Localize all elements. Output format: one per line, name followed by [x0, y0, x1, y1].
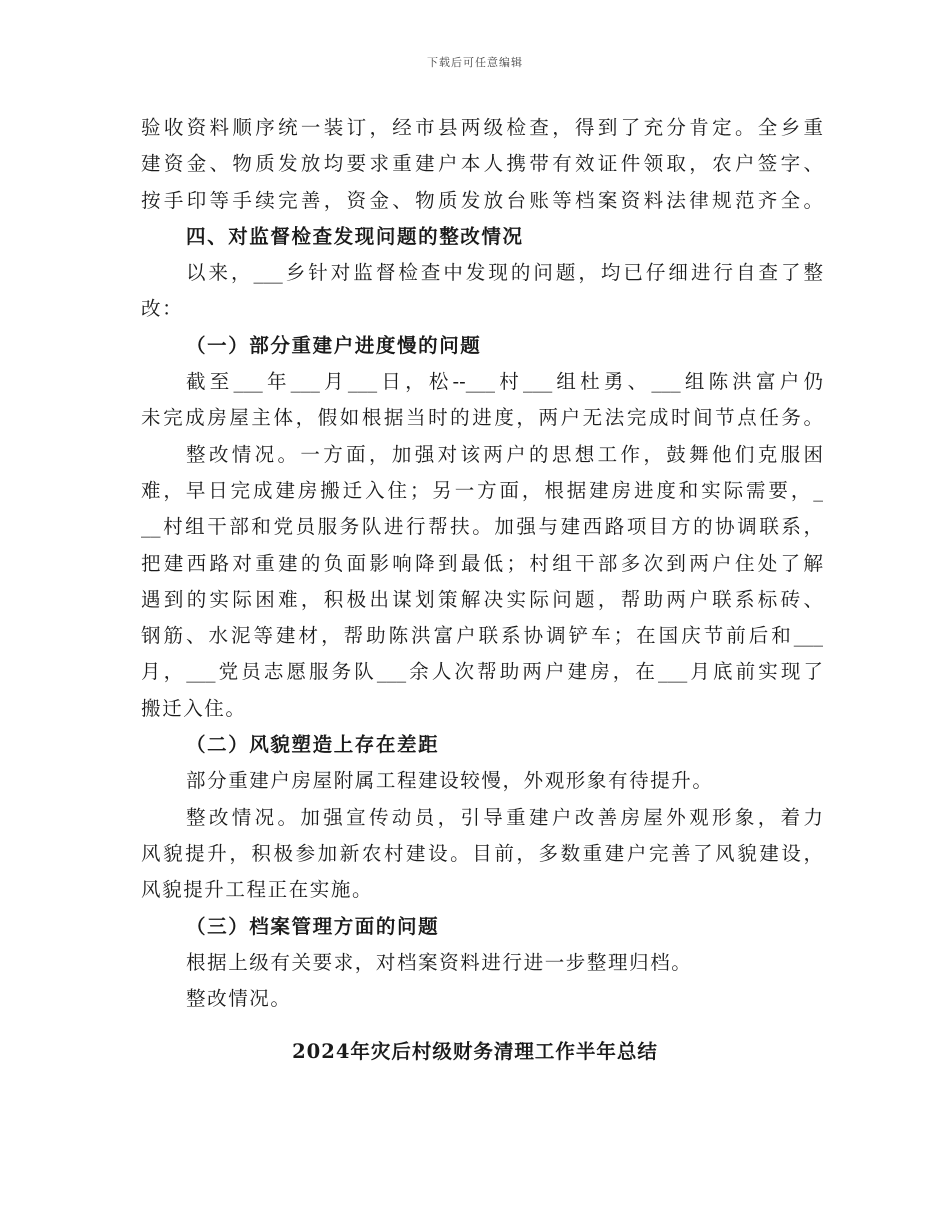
paragraph-line: 改： — [141, 297, 184, 321]
subsection-heading: （三）档案管理方面的问题 — [186, 914, 440, 938]
paragraph-line: 截至___年___月___日，松--___村___组杜勇、___组陈洪富户仍 — [186, 370, 823, 394]
subsection-heading: （二）风貌塑造上存在差距 — [186, 733, 440, 757]
paragraph-line: 搬迁入住。 — [141, 696, 247, 720]
document-body — [141, 110, 823, 1017]
paragraph-line: 把建西路对重建的负面影响降到最低；村组干部多次到两户住处了解 — [141, 551, 823, 575]
paragraph-line: 整改情况。一方面，加强对该两户的思想工作，鼓舞他们克服困 — [186, 442, 823, 466]
paragraph-line: 风貌提升工程正在实施。 — [141, 878, 374, 902]
page-header: 下载后可任意编辑 — [427, 56, 523, 69]
document-title: 2024年灾后村级财务清理工作半年总结 — [292, 1040, 658, 1063]
paragraph-line: 钢筋、水泥等建材，帮助陈洪富户联系协调铲车；在国庆节前后和___ — [141, 624, 823, 648]
paragraph-line: 月，___党员志愿服务队___余人次帮助两户建房，在___月底前实现了 — [141, 660, 823, 684]
paragraph-line: 风貌提升，积极参加新农村建设。目前，多数重建户完善了风貌建设， — [141, 841, 823, 865]
paragraph-line: 遇到的实际困难，积极出谋划策解决实际问题，帮助两户联系标砖、 — [141, 587, 823, 611]
subsection-heading: （一）部分重建户进度慢的问题 — [186, 333, 482, 357]
paragraph-line: 按手印等手续完善，资金、物质发放台账等档案资料法律规范齐全。 — [141, 188, 823, 212]
paragraph-line: 未完成房屋主体，假如根据当时的进度，两户无法完成时间节点任务。 — [141, 406, 823, 430]
paragraph-line: 整改情况。加强宣传动员，引导重建户改善房屋外观形象，着力 — [186, 805, 823, 829]
paragraph-line: 部分重建户房屋附属工程建设较慢，外观形象有待提升。 — [186, 769, 714, 793]
paragraph-line: 以来，___乡针对监督检查中发现的问题，均已仔细进行自查了整 — [186, 261, 823, 285]
paragraph-line: __村组干部和党员服务队进行帮扶。加强与建西路项目方的协调联系， — [141, 515, 823, 539]
section-heading: 四、对监督检查发现问题的整改情况 — [186, 224, 524, 248]
paragraph-line: 验收资料顺序统一装订，经市县两级检查，得到了充分肯定。全乡重 — [141, 116, 823, 139]
paragraph-line: 根据上级有关要求，对档案资料进行进一步整理归档。 — [186, 950, 693, 974]
paragraph-line: 建资金、物质发放均要求重建户本人携带有效证件领取，农户签字、 — [141, 152, 823, 176]
paragraph-line: 整改情况。 — [186, 987, 292, 1011]
paragraph-line: 难，早日完成建房搬迁入住；另一方面，根据建房进度和实际需要，_ — [141, 478, 823, 502]
